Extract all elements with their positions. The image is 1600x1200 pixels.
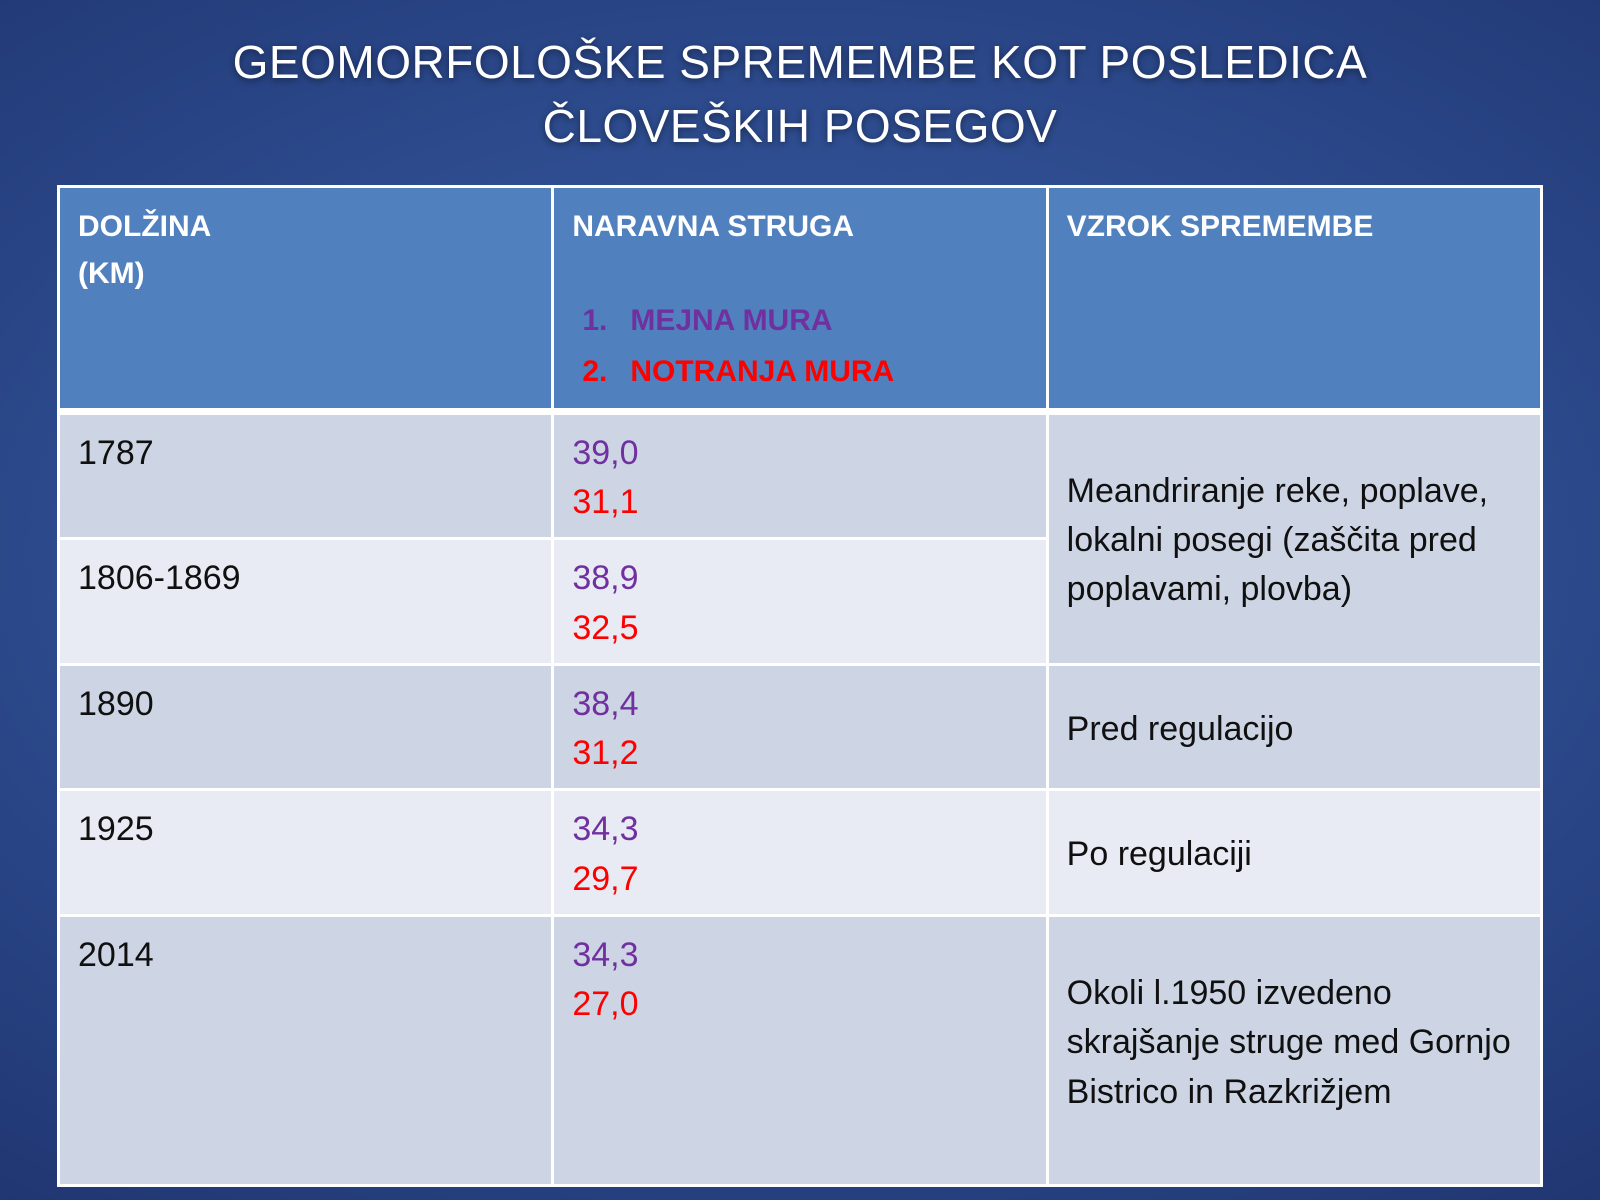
header-naravna-struga-title: NARAVNA STRUGA xyxy=(572,210,854,243)
notranja-mura-value: 31,2 xyxy=(572,734,639,773)
length-values-cell xyxy=(553,411,1047,539)
mejna-mura-value: 34,3 xyxy=(572,936,639,975)
mejna-mura-value: 38,9 xyxy=(572,559,639,598)
header-cell-dolzina xyxy=(59,187,553,412)
mura-length-table xyxy=(57,185,1543,1187)
legend-label-mejna-mura: MEJNA MURA xyxy=(630,303,833,337)
table-row-1925 xyxy=(59,790,1542,916)
period-cell: 1925 xyxy=(59,790,553,916)
notranja-mura-value: 27,0 xyxy=(572,985,639,1024)
legend-number-2: 2. xyxy=(582,355,608,389)
mejna-mura-value: 34,3 xyxy=(572,810,639,849)
legend-number-1: 1. xyxy=(582,303,608,337)
notranja-mura-value: 29,7 xyxy=(572,859,639,898)
title-line-1: GEOMORFOLOŠKE SPREMEMBE KOT POSLEDICA xyxy=(232,36,1368,88)
table-row-1890 xyxy=(59,664,1542,790)
header-cell-vzrok xyxy=(1047,187,1541,412)
channel-legend-list xyxy=(582,295,1025,398)
legend-item-mejna-mura xyxy=(582,295,1025,347)
period-cell: 1890 xyxy=(59,664,553,790)
legend-item-notranja-mura xyxy=(582,346,1025,398)
period-cell: 2014 xyxy=(59,916,553,1186)
length-values-cell xyxy=(553,790,1047,916)
notranja-mura-value: 31,1 xyxy=(572,482,639,521)
header-dolzina-line1: DOLŽINA xyxy=(78,210,212,243)
notranja-mura-value: 32,5 xyxy=(572,608,639,647)
mejna-mura-value: 39,0 xyxy=(572,433,639,472)
cause-cell-2014: Okoli l.1950 izvedeno skrajšanje struge med Gornjo Bistrico in Razkrižjem xyxy=(1047,916,1541,1186)
title-line-2: ČLOVEŠKIH POSEGOV xyxy=(542,100,1058,153)
cause-cell-merged-1787-1869: Meandriranje reke, poplave, lokalni posegi (zaščita pred poplavami, plovba) xyxy=(1047,411,1541,664)
period-cell: 1787 xyxy=(59,411,553,539)
legend-label-notranja-mura: NOTRANJA MURA xyxy=(630,355,895,389)
length-values-cell xyxy=(553,664,1047,790)
header-dolzina-line2: (KM) xyxy=(78,256,145,290)
header-vzrok-label: VZROK SPREMEMBE xyxy=(1066,210,1374,243)
table-row-2014 xyxy=(59,916,1542,1186)
mejna-mura-value: 38,4 xyxy=(572,684,639,723)
length-values-cell xyxy=(553,916,1047,1186)
header-cell-naravna-struga xyxy=(553,187,1047,412)
table-row-1787 xyxy=(59,411,1542,539)
length-values-cell xyxy=(553,539,1047,665)
period-cell: 1806-1869 xyxy=(59,539,553,665)
table-header-row xyxy=(59,187,1542,412)
slide-title xyxy=(0,30,1600,159)
cause-cell-1925: Po regulaciji xyxy=(1047,790,1541,916)
cause-cell-1890: Pred regulacijo xyxy=(1047,664,1541,790)
